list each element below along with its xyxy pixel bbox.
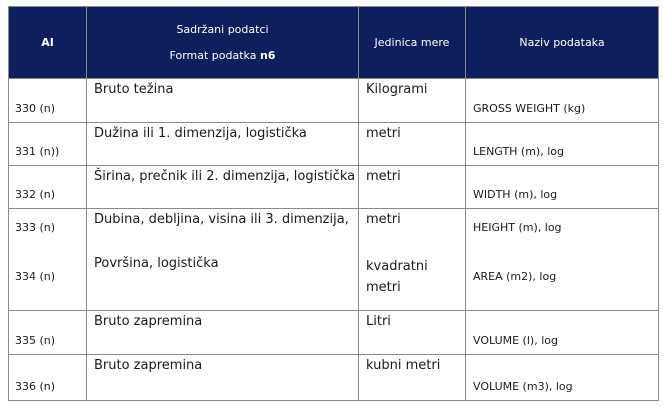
- table-row: [9, 123, 659, 166]
- unit-of-measure: [366, 256, 428, 298]
- header-content-line2: [87, 49, 358, 63]
- data-name-value: VOLUME (l), log: [466, 311, 659, 355]
- header-format-label: Format podatka: [169, 48, 260, 62]
- table-row: [9, 79, 659, 123]
- data-name-value: AREA (m2), log: [473, 270, 557, 283]
- data-name-value: HEIGHT (m), log: [473, 221, 562, 234]
- ai-code-pair: [9, 209, 87, 311]
- ai-code: 330 (n): [9, 79, 87, 123]
- content-description: Dužina ili 1. dimenzija, logistička: [87, 123, 359, 166]
- header-row: [9, 7, 659, 79]
- data-name-value: LENGTH (m), log: [466, 123, 659, 166]
- unit-of-measure: Litri: [359, 311, 466, 355]
- ai-code: 331 (n)): [9, 123, 87, 166]
- header-content: [87, 7, 359, 79]
- table-row-double: [9, 209, 659, 311]
- ai-code: 333 (n): [15, 221, 56, 234]
- unit-of-measure: Kilogrami: [359, 79, 466, 123]
- table-row: [9, 166, 659, 209]
- content-description: Bruto težina: [87, 79, 359, 123]
- table-row: [9, 311, 659, 355]
- unit-of-measure: metri: [366, 212, 401, 227]
- content-description: Površina, logistička: [94, 256, 219, 271]
- unit-of-measure: kubni metri: [359, 355, 466, 401]
- data-name-value: VOLUME (m3), log: [466, 355, 659, 401]
- header-format-value: n6: [259, 48, 276, 62]
- unit-of-measure-pair: [359, 209, 466, 311]
- content-description-pair: [87, 209, 359, 311]
- ai-code: 335 (n): [9, 311, 87, 355]
- unit-line1: kvadratni: [366, 259, 428, 274]
- unit-line2: metri: [366, 280, 401, 295]
- content-description: Širina, prečnik ili 2. dimenzija, logistička: [87, 166, 359, 209]
- unit-of-measure: metri: [359, 166, 466, 209]
- content-description: Bruto zapremina: [87, 355, 359, 401]
- data-name-value: GROSS WEIGHT (kg): [466, 79, 659, 123]
- header-content-line1: Sadržani podatci: [176, 22, 269, 36]
- content-description: Dubina, debljina, visina ili 3. dimenzija,: [94, 212, 349, 227]
- header-ai: AI: [9, 7, 87, 79]
- unit-of-measure: metri: [359, 123, 466, 166]
- header-name: Naziv podataka: [466, 7, 659, 79]
- data-name-pair: [466, 209, 659, 311]
- ai-code: 336 (n): [9, 355, 87, 401]
- content-description: Bruto zapremina: [87, 311, 359, 355]
- data-table: [8, 6, 659, 401]
- ai-code: 332 (n): [9, 166, 87, 209]
- header-unit: Jedinica mere: [359, 7, 466, 79]
- data-name-value: WIDTH (m), log: [466, 166, 659, 209]
- table-row: [9, 355, 659, 401]
- ai-code: 334 (n): [15, 270, 56, 283]
